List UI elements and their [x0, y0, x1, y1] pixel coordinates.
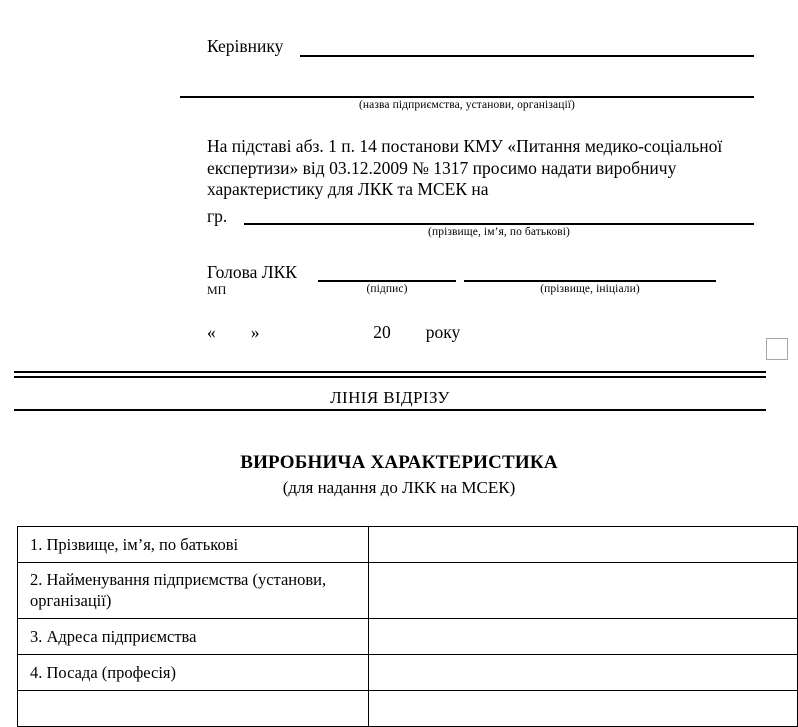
table-row-value[interactable]: [369, 691, 798, 727]
cut-line-rule-bottom: [14, 409, 766, 411]
table-row-label: 3. Адреса підприємства: [18, 619, 369, 655]
margin-checkbox[interactable]: [766, 338, 788, 360]
seal-label: МП: [207, 283, 227, 297]
table-row: [18, 619, 798, 655]
addressee-fill-line[interactable]: [300, 55, 754, 57]
date-row[interactable]: « » 20 року: [207, 322, 461, 342]
table-row-label: 4. Посада (професія): [18, 655, 369, 691]
cut-line-label: ЛІНІЯ ВІДРІЗУ: [330, 388, 450, 407]
citizen-fill-line[interactable]: [244, 223, 754, 225]
addressee-label: Керівнику: [207, 36, 284, 56]
table-row-label: 2. Найменування підприємства (установи, організації): [18, 563, 369, 619]
page-subtitle: (для надання до ЛКК на МСЕК): [282, 478, 516, 497]
characteristics-table: [17, 526, 798, 727]
table-row-value[interactable]: [369, 527, 798, 563]
table-row: [18, 691, 798, 727]
cut-line-rule-lower: [14, 376, 766, 378]
table-row: [18, 655, 798, 691]
table-row-value[interactable]: [369, 655, 798, 691]
signature-caption: (підпис): [366, 283, 408, 295]
cut-line-rule-upper: [14, 371, 766, 373]
table-row-label: 1. Прізвище, ім’я, по батькові: [18, 527, 369, 563]
citizen-caption: (прізвище, ім’я, по батькові): [428, 226, 570, 238]
organisation-fill-line[interactable]: [180, 96, 754, 98]
organisation-caption: (назва підприємства, установи, організації): [359, 99, 575, 111]
chairman-name-caption: (прізвище, ініціали): [540, 283, 640, 295]
chairman-name-fill-line[interactable]: [464, 280, 716, 282]
page-title: ВИРОБНИЧА ХАРАКТЕРИСТИКА: [240, 452, 558, 473]
table-row-value[interactable]: [369, 619, 798, 655]
chairman-label: Голова ЛКК: [207, 262, 297, 282]
table-row-label: [18, 691, 369, 727]
request-paragraph: На підставі абз. 1 п. 14 постанови КМУ «Питання медико-соціальної експертизи» від 03.12.2009 № 1317 просимо надати виробничу характеристику для ЛКК та МСЕК на: [207, 136, 723, 199]
table-row: [18, 563, 798, 619]
citizen-label: гр.: [207, 206, 228, 226]
signature-fill-line[interactable]: [318, 280, 456, 282]
table-row: [18, 527, 798, 563]
table-body: [18, 527, 798, 727]
table-row-value[interactable]: [369, 563, 798, 619]
